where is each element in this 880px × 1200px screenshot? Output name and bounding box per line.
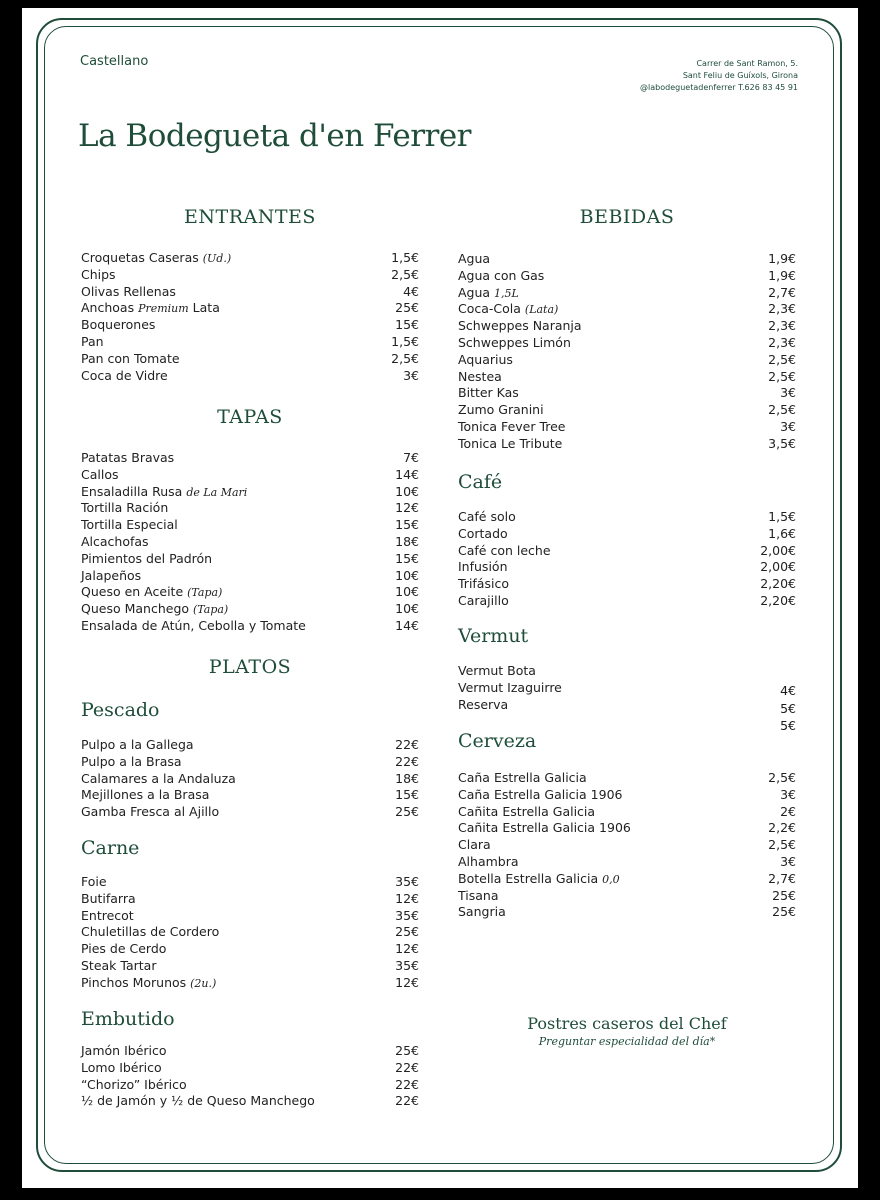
item-label [81,534,149,551]
item-label [458,804,595,821]
item-price: 25€ [395,1043,419,1058]
item-name: Caña Estrella Galicia 1906 [458,786,623,802]
menu-item [81,737,419,754]
cafe-list [458,509,796,610]
item-name: Jamón Ibérico [81,1043,167,1058]
item-price: 25€ [772,904,796,920]
menu-item [81,467,419,484]
restaurant-title: La Bodegueta d'en Ferrer [78,118,471,154]
address-city: Sant Feliu de Guíxols, Girona [682,71,798,80]
item-price: 12€ [395,941,419,957]
menu-item [81,1060,419,1077]
menu-item [458,787,796,804]
item-name: Schweppes Naranja [458,318,582,334]
section-heading-tapas: TAPAS [217,406,283,428]
item-name: Pan con Tomate [81,350,180,366]
item-name: Pimientos del Padrón [81,550,213,566]
item-name: Chips [81,266,116,282]
item-name: Mejillones a la Brasa [81,787,210,803]
item-label [81,874,107,891]
item-label [81,517,178,534]
item-label [81,284,176,301]
item-label [81,1077,187,1094]
item-name: Pan [81,333,104,349]
item-name: Cañita Estrella Galicia [458,803,596,819]
item-name: Sangria [458,904,506,920]
item-name: ½ de Jamón y ½ de Queso Manchego [81,1093,315,1109]
item-price: 35€ [395,874,419,889]
postres-heading: Postres caseros del Chef [527,1014,727,1033]
item-note: 0,0 [602,872,620,886]
menu-item [458,301,796,318]
item-label [81,551,212,568]
menu-item [81,1077,419,1094]
menu-item [458,402,796,419]
list-item [458,663,796,680]
item-label [81,771,236,788]
item-name: Vermut Bota [458,663,536,678]
contact-info: @labodeguetadenferrer T.626 83 45 91 [640,83,798,92]
cerveza-list [458,770,796,921]
item-name: Tortilla Ración [81,500,169,516]
item-price: 3€ [403,367,419,383]
item-price: 10€ [395,601,419,617]
item-price: 4€ [403,283,419,299]
section-heading-entrantes: ENTRANTES [184,206,316,228]
item-price: 2,3€ [768,334,796,350]
menu-item [81,891,419,908]
item-name: Vermut Izaguirre [458,679,562,695]
item-price: 18€ [395,533,419,549]
item-label [458,369,502,386]
item-label [458,419,566,436]
item-price: 2,7€ [768,284,796,300]
menu-item [81,1093,419,1110]
item-name: Trifásico [458,576,509,592]
menu-item [458,436,796,453]
item-price: 18€ [395,770,419,786]
item-price: 15€ [395,517,419,533]
item-price: 4€ [780,683,796,698]
menu-item [458,576,796,593]
item-name: Schweppes Limón [458,334,571,350]
item-price: 2,5€ [391,350,419,366]
item-price: 12€ [395,974,419,990]
menu-item [81,754,419,771]
item-name: Carajillo [458,592,509,608]
item-name: Patatas Bravas [81,450,175,465]
item-label [458,820,631,837]
item-label [81,500,168,517]
item-name: Croquetas Caseras [81,250,203,265]
item-name: Steak Tartar [81,957,157,973]
item-label [458,526,508,543]
item-name: Callos [81,466,119,482]
subheading-embutido: Embutido [81,1008,175,1030]
item-label [81,334,104,351]
item-price: 2,20€ [760,592,796,608]
item-price: 22€ [395,1093,419,1109]
item-label [458,854,519,871]
menu-item [458,419,796,436]
item-price: 25€ [395,804,419,820]
list-item [458,697,796,714]
item-name: Coca-Cola [458,301,525,317]
item-name: Clara [458,837,491,853]
item-price: 5€ [780,718,796,733]
item-name: Queso en Aceite [81,584,188,600]
item-price: 10€ [395,567,419,583]
item-label [81,300,220,317]
item-name: Pies de Cerdo [81,941,167,957]
item-note: Premium [138,302,189,316]
subheading-cerveza: Cerveza [458,730,537,752]
menu-item [458,804,796,821]
item-name: Tisana [458,887,499,903]
item-price: 2,5€ [768,770,796,785]
item-name: Café solo [458,509,516,524]
subheading-pescado: Pescado [81,699,160,721]
item-label [458,888,498,905]
item-label [458,385,519,402]
item-price: 22€ [395,737,419,752]
item-price: 2,3€ [768,318,796,334]
item-price: 10€ [395,483,419,499]
item-label [458,770,587,787]
menu-item [458,526,796,543]
menu-item [458,770,796,787]
item-price: 15€ [395,787,419,803]
entrantes-list [81,250,419,384]
menu-item [81,1043,419,1060]
item-name: Foie [81,874,107,889]
item-name: Lomo Ibérico [81,1059,162,1075]
item-price: 2,00€ [760,559,796,575]
subheading-carne: Carne [81,837,140,859]
item-price: 2,5€ [391,266,419,282]
address-street: Carrer de Sant Ramon, 5. [696,59,798,68]
menu-item [458,335,796,352]
item-label [458,335,571,352]
item-price: 22€ [395,1076,419,1092]
item-price: 15€ [395,317,419,333]
menu-item [458,904,796,921]
menu-item [458,318,796,335]
item-label [458,285,519,302]
item-label [458,352,513,369]
bebidas-list [458,251,796,453]
item-name: Calamares a la Andaluza [81,770,236,786]
item-price: 12€ [395,890,419,906]
item-label [81,584,222,601]
subheading-cafe: Café [458,471,503,493]
item-price: 3€ [780,418,796,434]
menu-item [458,509,796,526]
item-price: 3€ [780,385,796,401]
item-label [81,1060,162,1077]
item-price: 2,00€ [760,542,796,558]
item-label [458,509,516,526]
item-name: Aquarius [458,351,513,367]
embutido-list [81,1043,419,1110]
item-price: 25€ [772,887,796,903]
section-heading-platos: PLATOS [208,656,292,678]
menu-item [81,804,419,821]
item-label [458,251,490,268]
item-name: “Chorizo” Ibérico [81,1076,187,1092]
vermut-names [458,663,796,713]
menu-item [81,300,419,317]
menu-item [458,871,796,888]
item-name: Coca de Vidre [81,367,168,383]
item-name: Butifarra [81,890,136,906]
item-name: Pulpo a la Gallega [81,737,194,752]
menu-item [81,351,419,368]
item-label [81,467,119,484]
item-label [81,351,180,368]
menu-item [81,908,419,925]
menu-item [81,584,419,601]
item-price: 25€ [395,924,419,940]
item-name: Ensalada de Atún, Cebolla y Tomate [81,617,306,633]
item-label [81,891,136,908]
item-label [81,787,209,804]
item-name: Tonica Fever Tree [458,418,566,434]
item-label [458,402,544,419]
item-name: Anchoas [81,300,139,316]
item-label [458,837,491,854]
menu-item [458,369,796,386]
menu-item [81,551,419,568]
item-label [81,484,247,501]
item-price: 7€ [403,450,419,465]
item-name: Infusión [458,559,508,575]
item-price: 25€ [395,300,419,316]
item-name: Agua con Gas [458,267,545,283]
pescado-list [81,737,419,821]
menu-item [81,534,419,551]
item-name: Agua [458,284,495,300]
tapas-list [81,450,419,635]
item-label [458,871,620,888]
item-label [81,368,168,385]
menu-item [81,941,419,958]
menu-item [458,559,796,576]
item-note: (Tapa) [187,586,223,600]
item-name: Alcachofas [81,533,149,549]
item-label [458,593,509,610]
menu-item [81,368,419,385]
menu-item [458,888,796,905]
item-label [81,1093,315,1110]
item-label [458,436,562,453]
item-name: Olivas Rellenas [81,283,176,299]
item-label [458,268,544,285]
item-name: Pinchos Morunos [81,974,191,990]
item-price: 12€ [395,500,419,516]
item-note: (Lata) [524,303,559,317]
item-price: 22€ [395,1059,419,1075]
menu-item [458,543,796,560]
item-label [81,908,134,925]
item-price: 2,7€ [768,870,796,886]
item-name: Caña Estrella Galicia [458,770,587,785]
item-name: Café con leche [458,542,551,558]
item-name: Cañita Estrella Galicia 1906 [458,820,631,836]
item-label [458,543,551,560]
menu-item [81,517,419,534]
menu-item [458,251,796,268]
item-label [81,618,306,635]
item-name: Tortilla Especial [81,517,178,533]
item-price: 15€ [395,550,419,566]
menu-item [81,568,419,585]
item-label [81,958,156,975]
menu-item [458,268,796,285]
item-name-suffix: Lata [188,300,220,316]
menu-item [81,284,419,301]
item-price: 3€ [780,853,796,869]
item-price: 10€ [395,584,419,600]
item-price: 35€ [395,907,419,923]
item-price: 2,20€ [760,576,796,592]
menu-item [81,787,419,804]
menu-item [81,450,419,467]
menu-item [81,317,419,334]
menu-item [81,500,419,517]
item-label [81,601,228,618]
item-note: (Ud.) [202,252,232,265]
menu-item [81,334,419,351]
list-item [458,680,796,697]
item-note: de La Mari [186,485,248,499]
item-name: Entrecot [81,907,134,923]
item-name: Alhambra [458,853,519,869]
item-note: 1,5L [494,286,519,300]
item-label [458,318,582,335]
menu-item [458,820,796,837]
menu-item [458,285,796,302]
item-name: Boquerones [81,317,156,333]
item-label [81,975,216,992]
menu-item [81,618,419,635]
item-price: 5€ [780,700,796,716]
item-label [81,737,194,754]
menu-item [458,837,796,854]
item-note: (Tapa) [193,603,229,617]
postres-subtitle: Preguntar especialidad del día* [538,1035,716,1048]
item-name: Agua [458,251,491,266]
item-price: 1,5€ [391,333,419,349]
item-price: 1,5€ [768,509,796,524]
item-label [81,924,219,941]
item-price: 35€ [395,957,419,973]
item-price: 3€ [780,786,796,802]
item-price: 2,5€ [768,351,796,367]
item-label [81,804,219,821]
item-label [81,941,166,958]
item-label [81,267,116,284]
language-label[interactable]: Castellano [80,54,149,69]
item-name: Jalapeños [81,567,142,583]
item-note: (2u.) [190,976,217,990]
item-name: Pulpo a la Brasa [81,753,182,769]
menu-item [81,484,419,501]
item-label [81,450,174,467]
item-name: Reserva [458,696,509,712]
item-label [458,301,558,318]
item-label [458,576,509,593]
item-price: 14€ [395,466,419,482]
menu-item [81,924,419,941]
menu-item [81,975,419,992]
food-column [81,0,419,1200]
item-label [81,754,182,771]
item-price: 22€ [395,753,419,769]
menu-item [81,267,419,284]
item-name: Tonica Le Tribute [458,435,563,451]
item-label [81,317,155,334]
menu-item [81,771,419,788]
menu-item [81,250,419,267]
item-name: Zumo Granini [458,402,544,418]
menu-item [458,385,796,402]
item-label [81,250,231,267]
subheading-vermut: Vermut [458,625,529,647]
item-name: Queso Manchego [81,601,193,617]
item-label [458,559,508,576]
item-price: 1,9€ [768,267,796,283]
menu-item [458,352,796,369]
menu-item [458,593,796,610]
item-price: 2€ [780,803,796,819]
item-price: 3,5€ [768,435,796,451]
item-name: Chuletillas de Cordero [81,924,220,940]
item-price: 2,3€ [768,301,796,317]
item-price: 2,5€ [768,837,796,853]
item-name: Gamba Fresca al Ajillo [81,804,220,820]
section-heading-bebidas: BEBIDAS [579,206,675,228]
item-price: 2,5€ [768,368,796,384]
item-label [458,904,506,921]
item-name: Nestea [458,368,502,384]
vermut-prices [780,682,796,735]
menu-item [81,601,419,618]
item-price: 14€ [395,617,419,633]
item-name: Botella Estrella Galicia [458,870,603,886]
item-name: Cortado [458,525,508,541]
item-label [81,568,141,585]
item-label [458,787,622,804]
carne-list [81,874,419,992]
item-price: 2,5€ [768,402,796,418]
postres-block [458,1014,796,1048]
item-price: 2,2€ [768,820,796,836]
menu-item [458,854,796,871]
item-name: Ensaladilla Rusa [81,483,187,499]
item-label [81,1043,167,1060]
item-price: 1,9€ [768,251,796,266]
item-price: 1,6€ [768,525,796,541]
item-price: 1,5€ [391,250,419,265]
item-name: Bitter Kas [458,385,519,401]
menu-item [81,874,419,891]
menu-item [81,958,419,975]
